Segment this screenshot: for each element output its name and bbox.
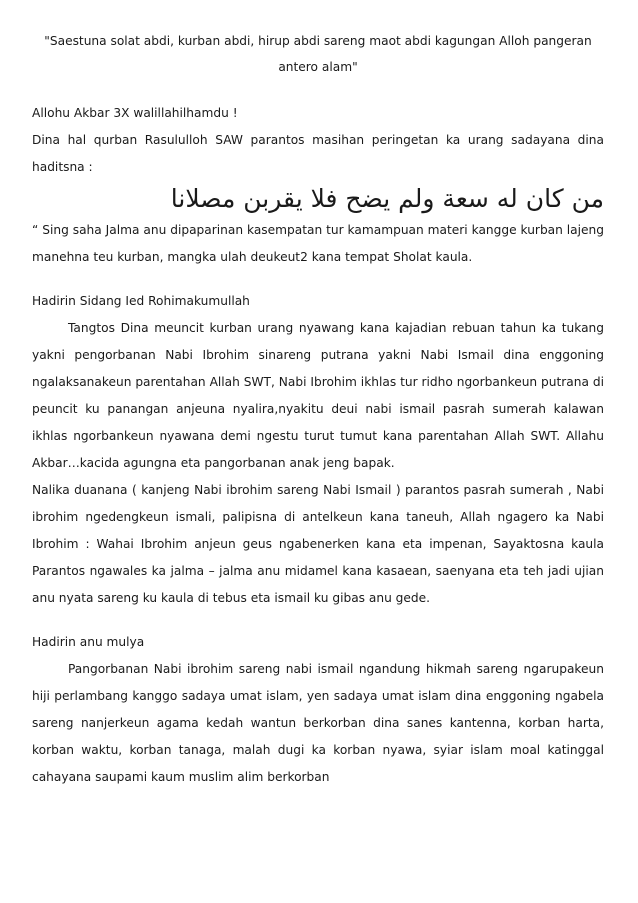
spacer — [32, 271, 604, 288]
section1-heading: Hadirin Sidang Ied Rohimakumullah — [32, 294, 250, 308]
hadith-translation: “ Sing saha Jalma anu dipaparinan kasempatan tur kamampuan materi kangge kurban lajeng manehna teu kurban, mangka ulah deukeut2 kana tempat Sholat kaula. — [32, 223, 604, 264]
section1-paragraph1: Tangtos Dina meuncit kurban urang nyawang kana kajadian rebuan tahun ka tukang yakni pengorbanan Nabi Ibrohim sinareng putrana yakni Nabi Ismail dina enggoning ngalaksanakeun parentahan Allah SWT, Nabi Ibrohim ikhlas tur ridho ngorbankeun putrana di peuncit ku panangan anjeuna nyalira,nyakitu deui nabi ismail pasrah sumerah kalawan ikhlas ngorbankeun nyawana demi ngestu turut tumut kana parentahan Allah SWT. Allahu Akbar…kacida agungna eta pangorbanan anak jeng bapak. — [32, 321, 604, 470]
document-page — [32, 28, 604, 791]
section1-paragraph2: Nalika duanana ( kanjeng Nabi ibrohim sareng Nabi Ismail ) parantos pasrah sumerah , Nabi ibrohim ngedengkeun ismali, palipisna di antelkeun kana taneuh, Allah ngagero ka Nabi Ibrohim : Wahai Ibrohim anjeun geus ngabenerken kana eta impenan, Sayaktosna kaula Parantos ngawales ka jalma – jalma anu midamel kana kasaean, saenyana eta teh jadi ujian anu nyata sareng ku kaula di tebus eta ismail ku gibas anu gede. — [32, 483, 604, 605]
opening-quote: "Saestuna solat abdi, kurban abdi, hirup abdi sareng maot abdi kagungan Alloh pangeran antero alam" — [44, 34, 592, 74]
takbir-line: Allohu Akbar 3X walillahilhamdu ! — [32, 106, 238, 120]
section2-heading: Hadirin anu mulya — [32, 635, 145, 649]
hadith-arabic: من كان له سعة ولم يضح فلا يقربن مصلانا — [170, 184, 604, 213]
section2-paragraph1: Pangorbanan Nabi ibrohim sareng nabi ismail ngandung hikmah sareng ngarupakeun hiji perlambang kanggo sadaya umat islam, yen sadaya umat islam dina enggoning ngabela sareng nanjerkeun agama kedah wantun berkorban dina sanes kantenna, korban harta, korban waktu, korban tanaga, malah dugi ka korban nyawa, syiar islam moal katinggal cahayana saupami kaum muslim alim berkorban — [32, 662, 604, 784]
intro-paragraph: Dina hal qurban Rasululloh SAW parantos masihan peringetan ka urang sadayana dina haditsna : — [32, 133, 604, 174]
spacer — [32, 612, 604, 629]
